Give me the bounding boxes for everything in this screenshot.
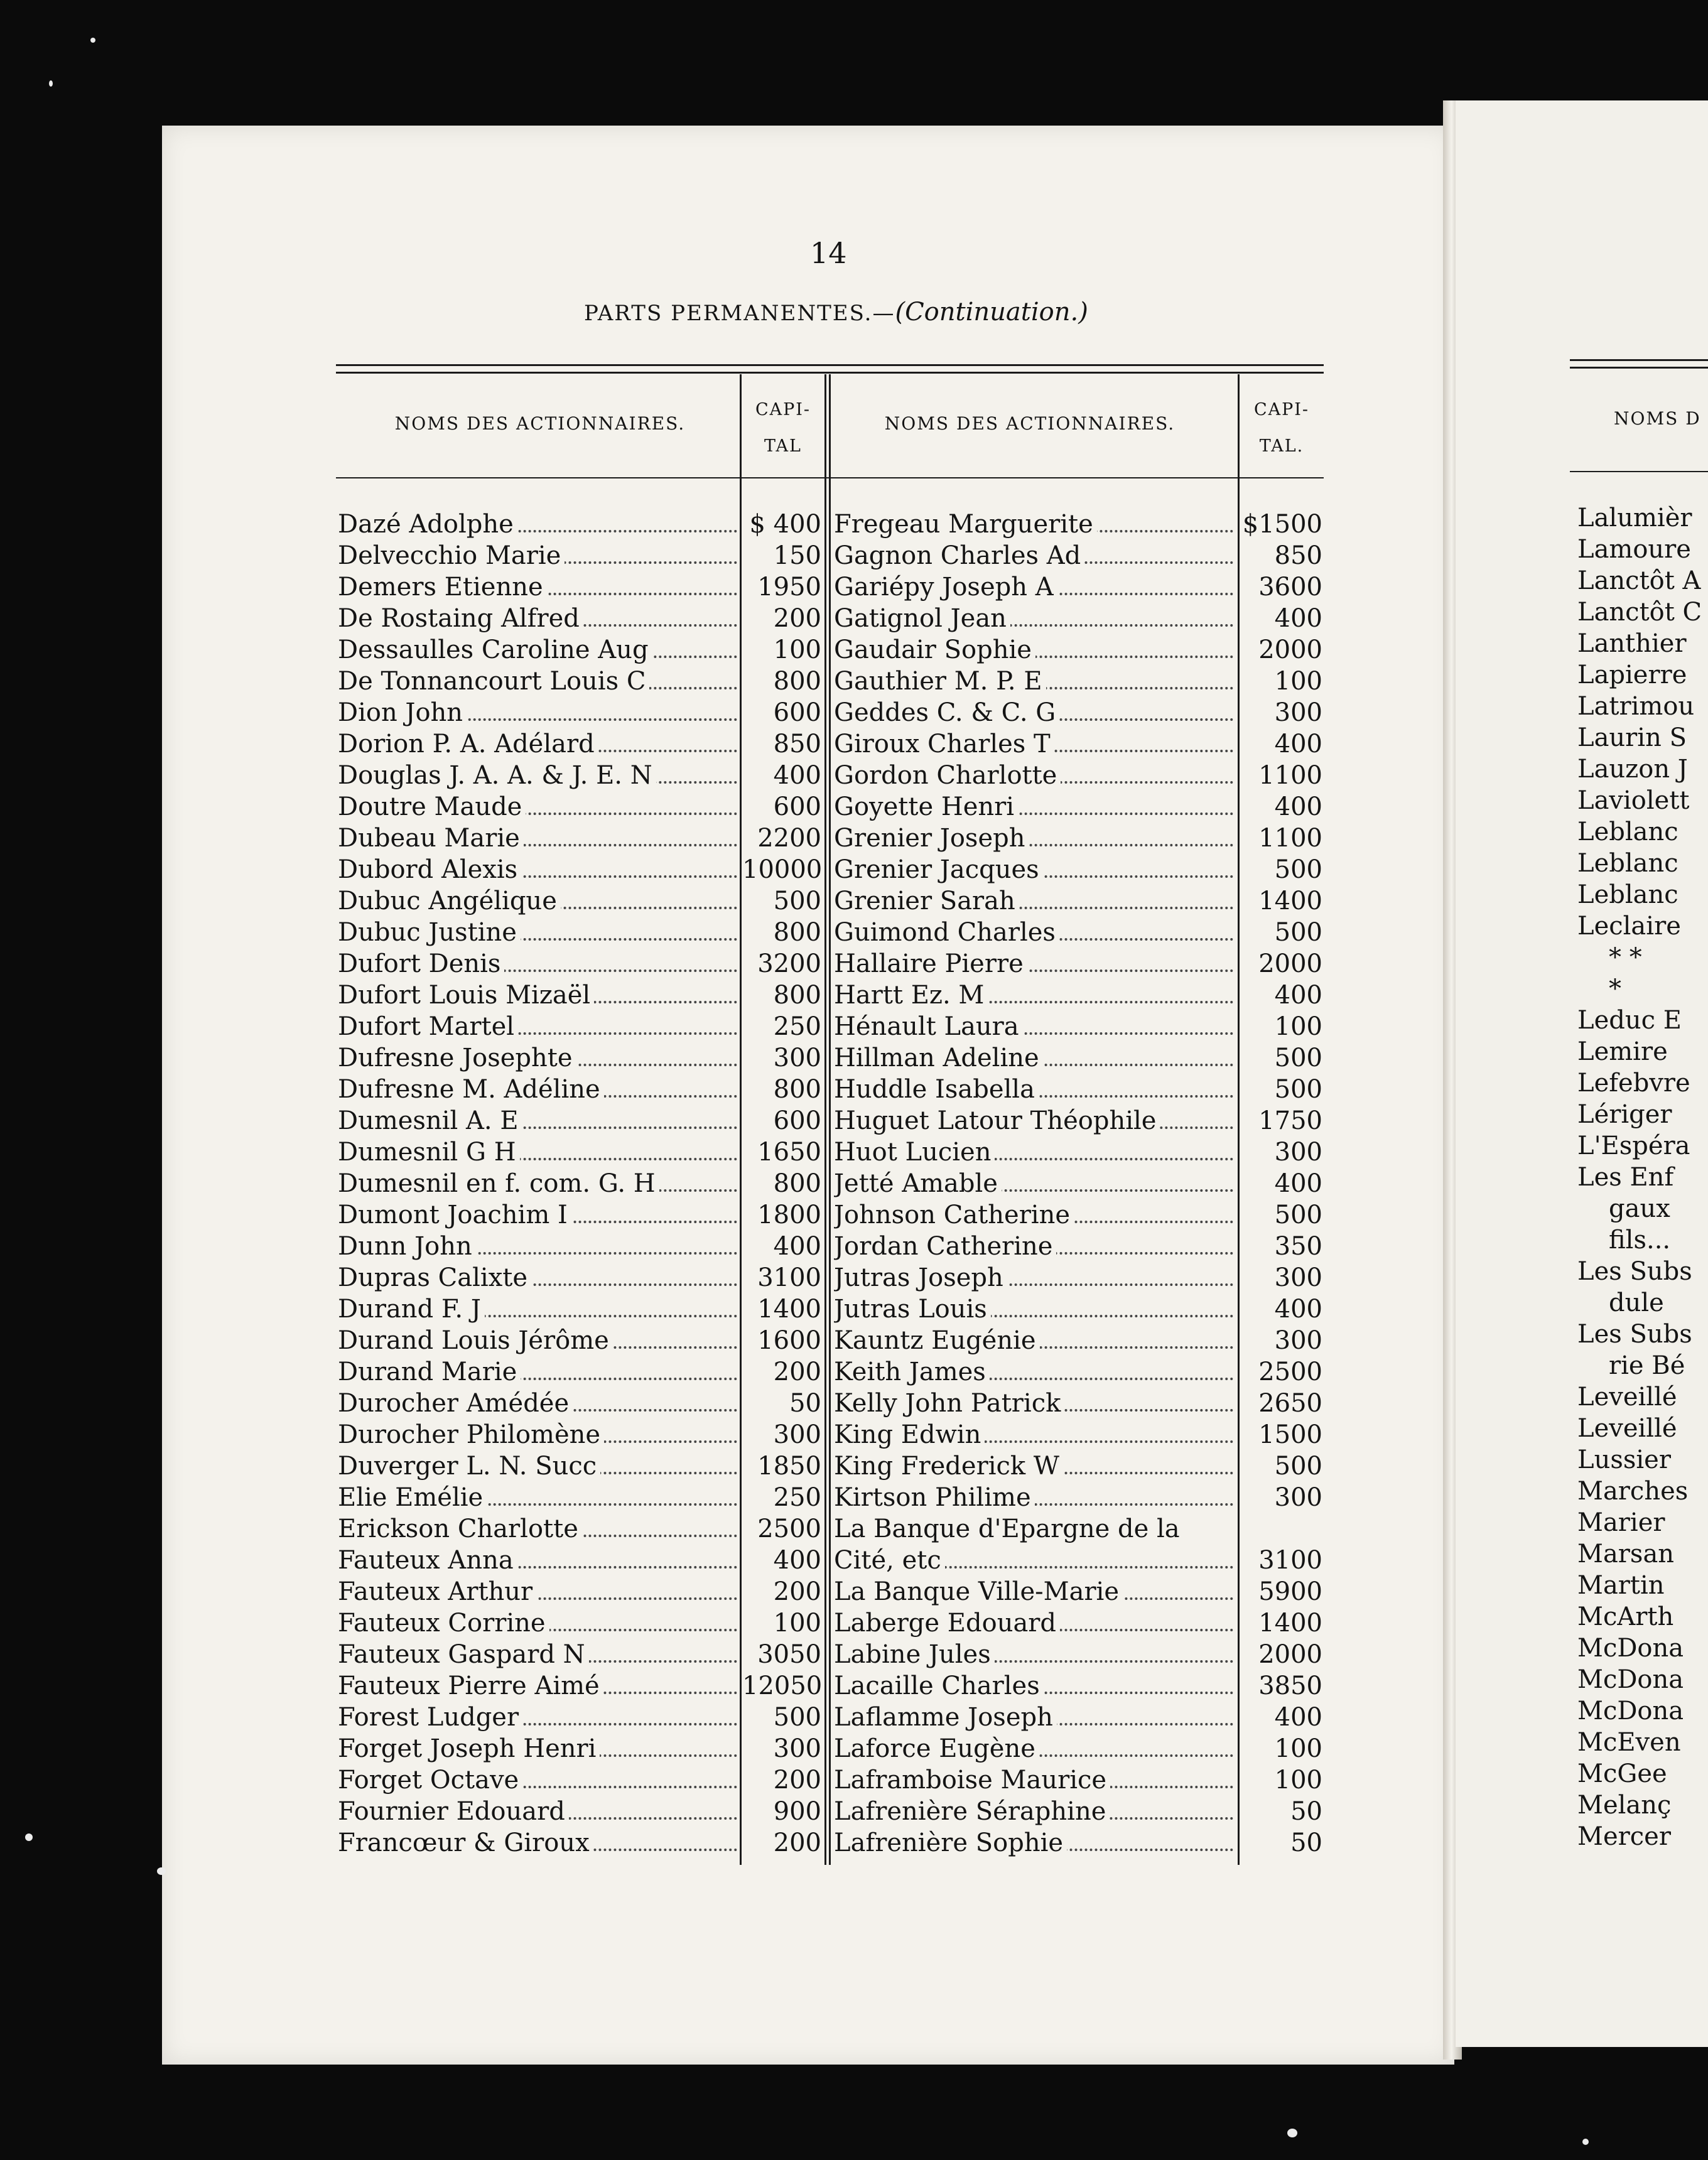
shareholder-name: Jutras Joseph — [834, 1262, 1233, 1293]
capital-value: 500 — [1274, 1201, 1322, 1229]
capital-value: 400 — [1274, 792, 1322, 821]
next-page-row: rie Bé — [1609, 1351, 1685, 1380]
capital-value: 2000 — [1258, 635, 1322, 664]
next-page-row: Les Subs — [1577, 1320, 1692, 1349]
capital-value: 2500 — [757, 1515, 821, 1543]
next-page-header: NOMS D — [1614, 408, 1701, 429]
col-divider — [740, 374, 742, 1865]
shareholder-name: Durocher Amédée — [338, 1388, 737, 1419]
capital-value: 150 — [773, 541, 821, 570]
capital-value: 300 — [1274, 1326, 1322, 1355]
capital-value: 900 — [773, 1797, 821, 1826]
capital-value: 800 — [773, 1169, 821, 1198]
capital-value: 300 — [1274, 1483, 1322, 1512]
capital-value: 1950 — [757, 573, 821, 602]
dust-speck — [90, 38, 95, 43]
capital-value: 600 — [773, 792, 821, 821]
shareholder-name: Dufort Louis Mizaël — [338, 980, 737, 1011]
shareholder-name: Francœur & Giroux — [338, 1827, 737, 1859]
capital-value: 50 — [1290, 1828, 1322, 1857]
capital-value: 500 — [1274, 1044, 1322, 1072]
shareholder-name: Lafrenière Séraphine — [834, 1796, 1233, 1827]
capital-value: 400 — [773, 761, 821, 790]
shareholder-name: Huot Lucien — [834, 1137, 1233, 1168]
col-divider — [824, 374, 826, 1865]
shareholder-name: Geddes C. & C. G — [834, 697, 1233, 728]
next-page-row: Latrimou — [1577, 692, 1695, 721]
capital-value: 500 — [1274, 1452, 1322, 1481]
capital-value: 500 — [773, 887, 821, 915]
capital-value: 50 — [789, 1389, 821, 1418]
col-header-names-right: NOMS DES ACTIONNAIRES. — [884, 413, 1176, 434]
page-title-italic: (Continuation.) — [895, 298, 1088, 327]
shareholder-name: Hénault Laura — [834, 1011, 1233, 1042]
capital-value: 100 — [773, 1609, 821, 1638]
shareholder-name: Fauteux Arthur — [338, 1576, 737, 1607]
shareholder-name: Gordon Charlotte — [834, 760, 1233, 791]
capital-value: 400 — [1274, 1169, 1322, 1198]
shareholder-name: Doutre Maude — [338, 791, 737, 823]
capital-value: 300 — [773, 1420, 821, 1449]
next-page-row: Les Subs — [1577, 1257, 1692, 1286]
shareholder-name: Johnson Catherine — [834, 1199, 1233, 1231]
shareholder-name: Lacaille Charles — [834, 1670, 1233, 1702]
shareholder-name: Forget Octave — [338, 1764, 737, 1796]
shareholder-name: Gagnon Charles Ad — [834, 540, 1233, 571]
shareholder-name: Forest Ludger — [338, 1702, 737, 1733]
capital-value: 500 — [773, 1703, 821, 1732]
dust-speck — [1582, 2139, 1589, 2145]
capital-value: 1750 — [1258, 1106, 1322, 1135]
shareholder-name: Dunn John — [338, 1231, 737, 1262]
next-page-row: Laviolett — [1577, 786, 1690, 815]
next-page-row: McDona — [1577, 1665, 1684, 1694]
capital-value: 1850 — [757, 1452, 821, 1481]
capital-value: 1500 — [1258, 1420, 1322, 1449]
capital-value: 200 — [773, 1828, 821, 1857]
capital-value: 800 — [773, 918, 821, 947]
shareholder-name: Demers Etienne — [338, 571, 737, 603]
capital-value: 2000 — [1258, 1640, 1322, 1669]
capital-value: 3850 — [1258, 1671, 1322, 1700]
dust-speck — [157, 1867, 166, 1875]
capital-value: 400 — [773, 1546, 821, 1575]
capital-value: 1800 — [757, 1201, 821, 1229]
shareholder-name: Giroux Charles T — [834, 728, 1233, 760]
capital-value: 200 — [773, 604, 821, 633]
capital-value — [1240, 1513, 1322, 1545]
next-page-row: Marches — [1577, 1477, 1689, 1506]
shareholder-name: Durand Louis Jérôme — [338, 1325, 737, 1356]
shareholder-name: Labine Jules — [834, 1639, 1233, 1670]
shareholder-name: Jutras Louis — [834, 1293, 1233, 1325]
shareholder-name: Dufresne Josephte — [338, 1042, 737, 1074]
shareholder-name: De Rostaing Alfred — [338, 603, 737, 634]
shareholder-name: Fauteux Pierre Aimé — [338, 1670, 737, 1702]
shareholder-name: Grenier Joseph — [834, 823, 1233, 854]
next-page-row: Marsan — [1577, 1540, 1675, 1569]
next-page-rule — [1570, 471, 1708, 472]
shareholder-name: Fauteux Corrine — [338, 1607, 737, 1639]
shareholder-name: De Tonnancourt Louis C — [338, 666, 737, 697]
next-page-row: L'Espéra — [1577, 1131, 1690, 1160]
shareholder-name: Kirtson Philime — [834, 1482, 1233, 1513]
capital-value: 400 — [773, 1232, 821, 1261]
capital-value: $ 400 — [749, 510, 821, 539]
shareholder-name: Gatignol Jean — [834, 603, 1233, 634]
next-page-row: * — [1609, 975, 1621, 1003]
page-number: 14 — [810, 236, 847, 270]
page-title — [584, 298, 1088, 327]
capital-value: 250 — [773, 1483, 821, 1512]
next-page-row: McEven — [1577, 1728, 1681, 1757]
shareholder-name: Dessaulles Caroline Aug — [338, 634, 737, 666]
next-page-row: fils... — [1609, 1226, 1671, 1255]
shareholder-name: Dubord Alexis — [338, 854, 737, 885]
table-top-rule-2 — [336, 372, 1324, 374]
shareholder-name: Laberge Edouard — [834, 1607, 1233, 1639]
shareholder-name: Keith James — [834, 1356, 1233, 1388]
shareholder-name: Hallaire Pierre — [834, 948, 1233, 980]
next-page-row: Lanctôt A — [1577, 566, 1701, 595]
capital-value: 3100 — [757, 1263, 821, 1292]
dust-speck — [1287, 2129, 1297, 2137]
next-page-row: Mercer — [1577, 1822, 1671, 1851]
capital-value: 1650 — [757, 1138, 821, 1167]
next-page-row: McGee — [1577, 1759, 1667, 1788]
capital-value: 1600 — [757, 1326, 821, 1355]
shareholder-name: Fournier Edouard — [338, 1796, 737, 1827]
capital-value: 10000 — [742, 855, 823, 884]
capital-value: 2650 — [1258, 1389, 1322, 1418]
capital-value: 100 — [1274, 1766, 1322, 1795]
shareholder-name: Dumesnil en f. com. G. H — [338, 1168, 737, 1199]
next-page-row: Lefebvre — [1577, 1069, 1690, 1098]
capital-value: 250 — [773, 1012, 821, 1041]
next-page-rule — [1570, 359, 1708, 361]
capital-value: 50 — [1290, 1797, 1322, 1826]
shareholder-name: Huddle Isabella — [834, 1074, 1233, 1105]
shareholder-name: Grenier Jacques — [834, 854, 1233, 885]
next-page-row: Les Enf — [1577, 1163, 1674, 1192]
next-page-row: McDona — [1577, 1634, 1684, 1663]
capital-value: 3200 — [757, 949, 821, 978]
shareholder-name: Dufort Martel — [338, 1011, 737, 1042]
capital-value: 800 — [773, 667, 821, 696]
next-page-row: Lussier — [1577, 1445, 1671, 1474]
shareholder-name: Fregeau Marguerite — [834, 509, 1233, 540]
shareholder-name: Gariépy Joseph A — [834, 571, 1233, 603]
capital-value: 2500 — [1258, 1358, 1322, 1386]
next-page-row: Melanç — [1577, 1791, 1672, 1820]
next-page-row: Leblanc — [1577, 818, 1678, 846]
shareholder-name: Dubeau Marie — [338, 823, 737, 854]
capital-value: 3600 — [1258, 573, 1322, 602]
capital-value: 500 — [1274, 918, 1322, 947]
shareholder-name: Huguet Latour Théophile — [834, 1105, 1233, 1137]
capital-value: 2200 — [757, 824, 821, 853]
shareholder-name: Elie Emélie — [338, 1482, 737, 1513]
shareholder-name: King Frederick W — [834, 1450, 1233, 1482]
shareholder-name: Fauteux Gaspard N — [338, 1639, 737, 1670]
shareholder-name: Durand Marie — [338, 1356, 737, 1388]
next-page-row: Martin — [1577, 1571, 1665, 1600]
capital-value: 1400 — [757, 1295, 821, 1324]
next-page-row: Marier — [1577, 1508, 1665, 1537]
next-page-row: Leblanc — [1577, 880, 1678, 909]
shareholder-name: Dufort Denis — [338, 948, 737, 980]
capital-value: 300 — [1274, 698, 1322, 727]
shareholder-name: Dubuc Angélique — [338, 885, 737, 917]
shareholder-name: Goyette Henri — [834, 791, 1233, 823]
capital-value: 300 — [773, 1044, 821, 1072]
shareholder-name: Dupras Calixte — [338, 1262, 737, 1293]
shareholder-name: La Banque d'Epargne de la — [834, 1513, 1233, 1545]
capital-value: 300 — [1274, 1138, 1322, 1167]
next-page-row: Lapierre — [1577, 661, 1687, 689]
next-page-row: dule — [1609, 1288, 1664, 1317]
capital-value: 2000 — [1258, 949, 1322, 978]
shareholder-name: Jetté Amable — [834, 1168, 1233, 1199]
next-page-row: McArth — [1577, 1602, 1674, 1631]
capital-value: 300 — [1274, 1263, 1322, 1292]
capital-value: 3100 — [1258, 1546, 1322, 1575]
shareholder-name: Laframboise Maurice — [834, 1764, 1233, 1796]
shareholder-name: Laflamme Joseph — [834, 1702, 1233, 1733]
shareholder-name: Durand F. J — [338, 1293, 737, 1325]
capital-value: 1400 — [1258, 887, 1322, 915]
shareholder-name: Dazé Adolphe — [338, 509, 737, 540]
shareholder-name: Dion John — [338, 697, 737, 728]
shareholder-name: Hartt Ez. M — [834, 980, 1233, 1011]
capital-value: $1500 — [1242, 510, 1322, 539]
capital-value: 1400 — [1258, 1609, 1322, 1638]
capital-value: 3050 — [757, 1640, 821, 1669]
capital-value: 100 — [773, 635, 821, 664]
next-page-row: Lalumièr — [1577, 504, 1692, 532]
capital-value: 850 — [1274, 541, 1322, 570]
shareholder-name: Lafrenière Sophie — [834, 1827, 1233, 1859]
page-title-text: PARTS PERMANENTES.— — [584, 301, 895, 326]
next-page-row: Lanthier — [1577, 629, 1687, 658]
dust-speck — [49, 80, 53, 87]
shareholder-name: Dumont Joachim I — [338, 1199, 737, 1231]
capital-value: 500 — [1274, 855, 1322, 884]
capital-value: 12050 — [742, 1671, 823, 1700]
capital-value: 400 — [1274, 981, 1322, 1010]
next-page-row: Leblanc — [1577, 849, 1678, 878]
shareholder-name: King Edwin — [834, 1419, 1233, 1450]
shareholder-name: Dumesnil G H — [338, 1137, 737, 1168]
col-header-names-left: NOMS DES ACTIONNAIRES. — [394, 413, 686, 434]
capital-value: 600 — [773, 1106, 821, 1135]
shareholder-name: Forget Joseph Henri — [338, 1733, 737, 1764]
shareholder-name: Gauthier M. P. E — [834, 666, 1233, 697]
next-page-rule — [1570, 367, 1708, 369]
next-page-row: Leveillé — [1577, 1383, 1677, 1412]
next-page-row: Laurin S — [1577, 723, 1687, 752]
capital-value: 200 — [773, 1766, 821, 1795]
shareholder-name: Gaudair Sophie — [834, 634, 1233, 666]
next-page-row: McDona — [1577, 1697, 1684, 1725]
capital-value: 350 — [1274, 1232, 1322, 1261]
shareholder-name: Dorion P. A. Adélard — [338, 728, 737, 760]
next-page-row: * * — [1609, 943, 1642, 972]
shareholder-name: Laforce Eugène — [834, 1733, 1233, 1764]
capital-value: 100 — [1274, 667, 1322, 696]
next-page-row: Lamoure — [1577, 535, 1691, 564]
capital-value: 400 — [1274, 730, 1322, 759]
capital-value: 1100 — [1258, 824, 1322, 853]
capital-value: 800 — [773, 1075, 821, 1104]
next-page-row: Lanctôt C — [1577, 598, 1702, 627]
col-header-capital-left: CAPI- TAL — [755, 400, 811, 456]
shareholder-name: Hillman Adeline — [834, 1042, 1233, 1074]
shareholder-name: Guimond Charles — [834, 917, 1233, 948]
capital-value: 800 — [773, 981, 821, 1010]
shareholder-name: Dumesnil A. E — [338, 1105, 737, 1137]
table-top-rule — [336, 364, 1324, 366]
shareholder-name: Delvecchio Marie — [338, 540, 737, 571]
shareholder-name: Douglas J. A. A. & J. E. N — [338, 760, 737, 791]
capital-value: 400 — [1274, 1295, 1322, 1324]
next-page-row: Lauzon J — [1577, 755, 1688, 784]
capital-value: 200 — [773, 1358, 821, 1386]
capital-value: 100 — [1274, 1734, 1322, 1763]
shareholder-name: Jordan Catherine — [834, 1231, 1233, 1262]
next-page-row: Leduc E — [1577, 1006, 1682, 1035]
next-page-row: Lemire — [1577, 1037, 1668, 1066]
next-page-row: gaux — [1609, 1194, 1670, 1223]
dust-speck — [25, 1833, 33, 1841]
capital-value: 850 — [773, 730, 821, 759]
shareholder-name: Kauntz Eugénie — [834, 1325, 1233, 1356]
col-header-capital-right: CAPI- TAL. — [1253, 400, 1310, 456]
shareholder-name: Dufresne M. Adéline — [338, 1074, 737, 1105]
capital-value: 400 — [1274, 1703, 1322, 1732]
shareholder-name: La Banque Ville-Marie — [834, 1576, 1233, 1607]
next-page-row: Leclaire — [1577, 912, 1681, 941]
capital-value: 500 — [1274, 1075, 1322, 1104]
shareholder-name: Erickson Charlotte — [338, 1513, 737, 1545]
capital-value: 200 — [773, 1577, 821, 1606]
shareholder-name: Duverger L. N. Succ — [338, 1450, 737, 1482]
shareholder-name: Grenier Sarah — [834, 885, 1233, 917]
shareholder-name: Fauteux Anna — [338, 1545, 737, 1576]
next-page-row: Leveillé — [1577, 1414, 1677, 1443]
col-divider — [829, 374, 831, 1865]
capital-value: 600 — [773, 698, 821, 727]
next-page-row: Lériger — [1577, 1100, 1672, 1129]
capital-value: 300 — [773, 1734, 821, 1763]
shareholder-name: Dubuc Justine — [338, 917, 737, 948]
shareholder-name: Durocher Philomène — [338, 1419, 737, 1450]
capital-value: 400 — [1274, 604, 1322, 633]
capital-value: 100 — [1274, 1012, 1322, 1041]
capital-value: 1100 — [1258, 761, 1322, 790]
shareholder-name: Cité, etc — [834, 1545, 1233, 1576]
shareholder-name: Kelly John Patrick — [834, 1388, 1233, 1419]
capital-value: 5900 — [1258, 1577, 1322, 1606]
